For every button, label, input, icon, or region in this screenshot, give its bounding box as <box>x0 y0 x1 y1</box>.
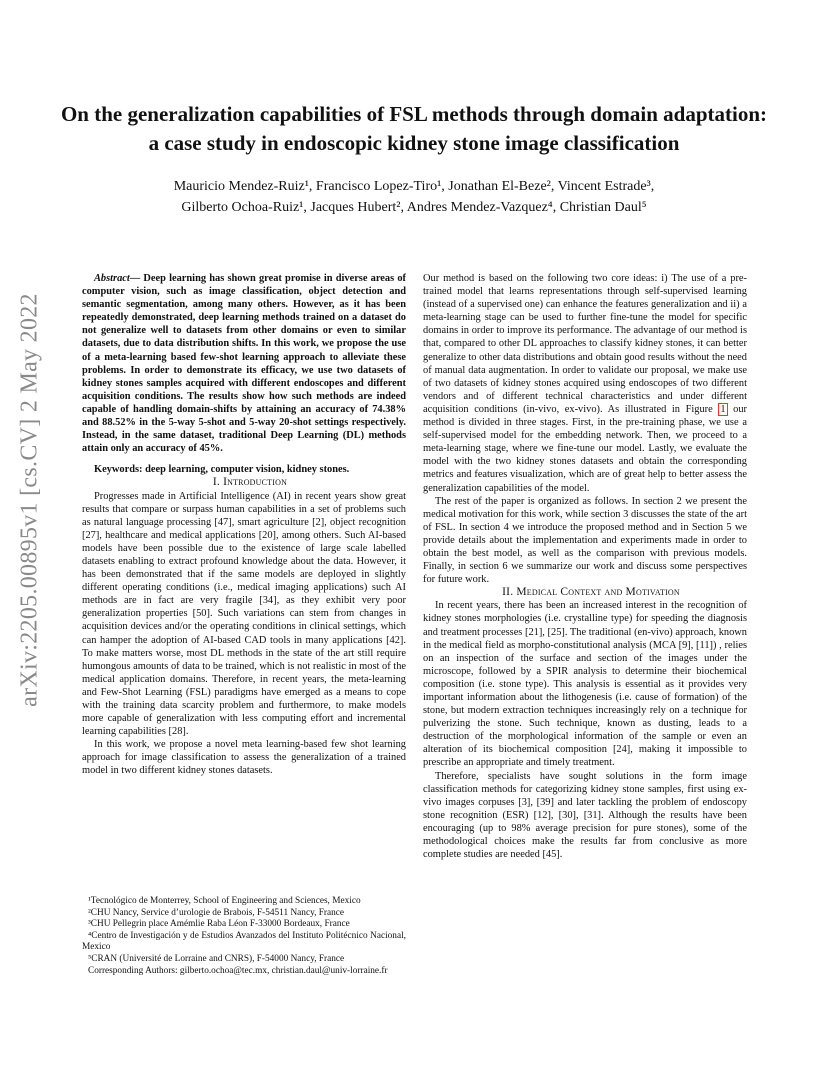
medical-paragraph-2: Therefore, specialists have sought solutions in the form image classification methods for categorizing kidney stone samples, first using ex-vivo images corpuses [3], [39] and later tackling the problem of endoscopy stone recognition (ESR) [12], [30], [31]. Although the results have been encouraging (up to 98% average precision for pure stones), some of the methodological choices make the results far from conclusive as more complete studies are needed [45]. <box>423 770 747 861</box>
abstract-label: Abstract <box>94 273 130 284</box>
footnotes <box>82 896 406 977</box>
section-heading-medical-context: II. Medical Context and Motivation <box>502 586 680 599</box>
paper-title: On the generalization capabilities of FSL methods through domain adaptation: a case study in endoscopic kidney stone image classification <box>60 102 768 155</box>
right-column <box>423 272 747 861</box>
arxiv-stamp <box>0 293 60 707</box>
section-heading-introduction: I. Introduction <box>212 476 288 489</box>
abstract <box>82 272 406 455</box>
author-line-1: Mauricio Mendez-Ruiz¹, Francisco Lopez-Tiro¹, Jonathan El-Beze², Vincent Estrade³, <box>173 179 655 194</box>
footnote-5: ⁵CRAN (Université de Lorraine and CNRS), F-54000 Nancy, France <box>88 953 345 964</box>
figure-link[interactable]: 1 <box>720 403 726 415</box>
intro-paragraph-2: In this work, we propose a novel meta learning-based few shot learning approach for image classification to assess the generalization of a trained model in two different kidney stones datasets. <box>82 739 406 777</box>
abstract-text: — Deep learning has shown great promise in diverse areas of computer vision, such as image classification, object detection and semantic segmentation, among many others. However, as it has been repeatedly demonstrated, deep learning methods trained on a dataset do not generalize well to datasets from other domains or even to similar datasets, due to data distribution shifts. In this work, we propose the use of a meta-learning based few-shot learning approach to alleviate these problems. In order to demonstrate its efficacy, we use two datasets of kidney stones samples acquired with different endoscopes and different acquisition conditions. The results show how such methods are indeed capable of handling domain-shifts by attaining an accuracy of 74.38% and 88.52% in the 5-way 5-shot and 5-way 20-shot settings respectively. Instead, in the same dataset, traditional Deep Learning (DL) methods attain only an accuracy of 45%. <box>82 273 406 455</box>
corresponding-authors: Corresponding Authors: gilberto.ochoa@tec.mx, christian.daul@univ-lorraine.fr <box>88 965 388 976</box>
author-list <box>90 176 738 218</box>
keywords: Keywords: deep learning, computer vision, kidney stones. <box>94 464 350 476</box>
medical-paragraph-1: In recent years, there has been an increased interest in the recognition of kidney stones morphologies (i.e. crystalline type) for speeding the diagnosis and treatment processes [21], [25]. The traditional (en-vivo) approach, known in the medical field as morpho-constitutional analysis (MCA [9], [11]) , relies on an inspection of the surface and section of the images under the microscope, followed by a SPIR analysis to determine their biochemical composition (i.e. stone type). This analysis is essential as it provides very important information about the lithogenesis (i.e. cause of formation) of the stone, but modern extraction techniques increasingly rely on a technique for pulverizing the stone. Such technique, known as dusting, leads to a destruction of the morphological information of the sample or even an alteration of its biochemical composition [24], making it impossible to prescribe an appropriate and timely treatment. <box>423 600 747 769</box>
footnote-4: ⁴Centro de Investigación y de Estudios Avanzados del Instituto Politécnico Nacional, Mexico <box>82 930 406 953</box>
arxiv-identifier: arXiv:2205.00895v1 [cs.CV] 2 May 2022 <box>16 293 43 707</box>
left-column <box>82 272 406 778</box>
paper-organization-paragraph: The rest of the paper is organized as follows. In section 2 we present the medical motivation for this work, while section 3 discusses the state of the art of FSL. In section 4 we introduce the proposed method and in Section 5 we provide details about the implementation and experiments made in order to obtain the best model, as well as the comparison with previous models. Finally, in section 6 we summarize our work and discuss some perspectives for future work. <box>423 495 747 586</box>
intro-paragraph-1: Progresses made in Artificial Intelligence (AI) in recent years show great results that compare or surpass human capabilities in a set of problems such as natural language processing [47], smart agriculture [2], object recognition [27], healthcare and medical applications [20], among others. Such AI-based models have been possible due to the existence of large scale labelled datasets enabling to extract profound knowledge about the data. However, it has been demonstrated that if the same models are deployed in slightly different operating conditions (i.e., medical imaging applications) such AI methods are in fact are very fragile [34], as they exhibit very poor generalization properties [50]. Such variations can stem from changes in acquisition devices and/or the operating conditions in clinical settings, which can hamper the adoption of AI-based CAD tools in many applications [42]. To make matters worse, most DL methods in the state of the art still require humongous amounts of data to be trained, which is not realistic in most of the medical application domains. Therefore, in recent years, the meta-learning and Few-Shot Learning (FSL) paradigms have emerged as a means to cope with the training data scarcity problem and furthermore, to make models more capable of generalization with less computing effort and incremental learning capabilities [28]. <box>82 490 406 738</box>
footnote-2: ²CHU Nancy, Service d’urologie de Brabois, F-54511 Nancy, France <box>88 907 345 918</box>
method-overview-paragraph: Our method is based on the following two core ideas: i) The use of a pre-trained model that learns representations through self-supervised learning (instead of a supervised one) can enhance the features generalization and ii) a meta-learning stage can be used to further fine-tune the model for specific domains in order to improve its performance. The advantage of our method is that, compared to other DL approaches to classify kidney stones, it can better generalize to other data distributions and obtain good results without the need of manual data augmentation. In order to validate our proposal, we make use of two datasets of kidney stones acquired using endoscopes of two different vendors and of different technical characteristics and under different acquisition conditions (in-vivo, ex-vivo). As illustrated in Figure 1 our method is divided in three stages. First, in the pre-training phase, we use a self-supervised model for the embedding network. Then, we proceed to a meta-learning stage, where we fine-tune our model. Lastly, we evaluate the model with the two kidney stones datasets and obtain the corresponding metrics and features visualization, which are of great help to better assess the generalization capabilities of the model. <box>423 273 748 494</box>
footnote-1: ¹Tecnológico de Monterrey, School of Engineering and Sciences, Mexico <box>88 896 361 906</box>
author-line-2: Gilberto Ochoa-Ruiz¹, Jacques Hubert², Andres Mendez-Vazquez⁴, Christian Daul⁵ <box>181 200 647 215</box>
footnote-3: ³CHU Pellegrin place Amémlie Raba Léon F-33000 Bordeaux, France <box>88 919 350 930</box>
